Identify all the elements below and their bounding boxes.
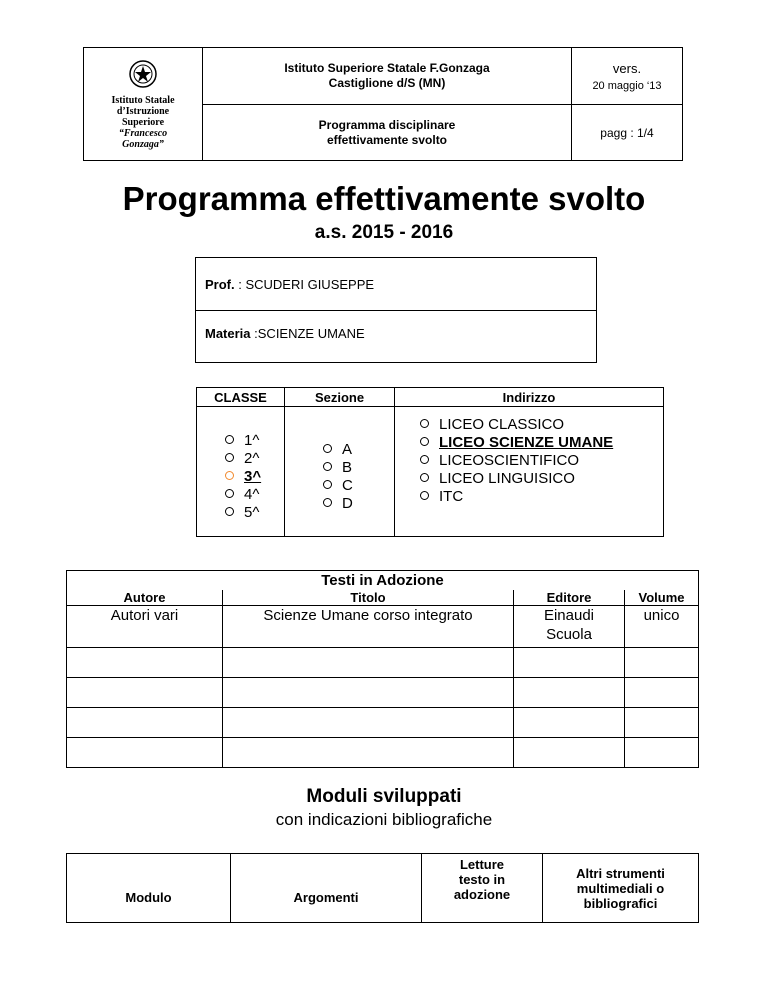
author-cell: Autori vari xyxy=(67,606,223,648)
publisher-cell: Einaudi Scuola xyxy=(514,606,625,648)
section-option[interactable]: A xyxy=(323,441,394,459)
radio-icon xyxy=(323,498,332,507)
module-header: Modulo xyxy=(67,854,231,923)
institute-location: Castiglione d/S (MN) xyxy=(328,76,446,91)
curriculum-option[interactable]: LICEO CLASSICO xyxy=(420,416,663,434)
header-table xyxy=(83,47,683,161)
box-divider xyxy=(196,310,596,311)
subject-label: Materia xyxy=(205,326,251,341)
curriculum-options xyxy=(395,407,663,506)
version-cell xyxy=(572,48,683,105)
radio-icon xyxy=(225,453,234,462)
radio-icon xyxy=(420,473,429,482)
curriculum-option-selected[interactable]: LICEO SCIENZE UMANE xyxy=(420,434,663,452)
radio-icon xyxy=(420,455,429,464)
page-number: pagg : 1/4 xyxy=(600,125,654,140)
page-cell xyxy=(572,105,683,161)
class-option-selected[interactable]: 3^ xyxy=(225,468,284,486)
modules-table xyxy=(66,853,699,923)
document-type-cell xyxy=(203,105,572,161)
school-year: a.s. 2015 - 2016 xyxy=(314,222,454,243)
subject-name: :SCIENZE UMANE xyxy=(250,326,365,341)
readings-header: Letture testo in adozione xyxy=(422,854,543,923)
volume-header: Volume xyxy=(625,590,699,606)
radio-selected-icon xyxy=(225,471,234,480)
section-header: Sezione xyxy=(285,388,395,407)
section-options xyxy=(285,407,394,513)
section-option[interactable]: B xyxy=(323,459,394,477)
textbooks-caption: Testi in Adozione xyxy=(67,571,699,591)
table-row xyxy=(67,738,699,768)
teacher-subject-box xyxy=(195,257,597,363)
logo-cell xyxy=(84,48,203,161)
radio-icon xyxy=(225,507,234,516)
publisher-header: Editore xyxy=(514,590,625,606)
institute-logo-text: Istituto Statale d’Istruzione Superiore “Francesco Gonzaga” xyxy=(111,94,175,150)
volume-cell: unico xyxy=(625,606,699,648)
teacher-name: : SCUDERI GIUSEPPE xyxy=(234,277,375,292)
radio-icon xyxy=(225,435,234,444)
modules-subtitle: con indicazioni bibliografiche xyxy=(275,810,493,829)
curriculum-option[interactable]: ITC xyxy=(420,488,663,506)
section-option[interactable]: C xyxy=(323,477,394,495)
section-options-cell xyxy=(285,407,395,537)
table-row xyxy=(67,606,699,648)
curriculum-option[interactable]: LICEO LINGUISICO xyxy=(420,470,663,488)
page-title: Programma effettivamente svolto xyxy=(122,180,646,217)
institute-name-cell xyxy=(203,48,572,105)
version-date: 20 maggio ‘13 xyxy=(592,79,662,92)
class-option[interactable]: 2^ xyxy=(225,450,284,468)
radio-icon xyxy=(420,491,429,500)
class-option[interactable]: 5^ xyxy=(225,504,284,522)
title-cell: Scienze Umane corso integrato xyxy=(223,606,514,648)
teacher-label: Prof. xyxy=(205,277,235,292)
institute-name: Istituto Superiore Statale F.Gonzaga xyxy=(284,61,490,76)
table-row xyxy=(67,648,699,678)
table-row xyxy=(67,708,699,738)
table-row xyxy=(67,678,699,708)
class-table xyxy=(196,387,664,537)
class-options-cell xyxy=(197,407,285,537)
other-tools-header: Altri strumenti multimediali o bibliografici xyxy=(543,854,699,923)
document-type-line1: Programma disciplinare xyxy=(318,117,456,132)
radio-icon xyxy=(323,444,332,453)
curriculum-options-cell xyxy=(395,407,664,537)
class-header: CLASSE xyxy=(197,388,285,407)
document-type-line2: effettivamente svolto xyxy=(326,132,448,147)
author-header: Autore xyxy=(67,590,223,606)
title-header: Titolo xyxy=(223,590,514,606)
modules-title: Moduli sviluppati xyxy=(306,786,462,807)
curriculum-option[interactable]: LICEOSCIENTIFICO xyxy=(420,452,663,470)
class-option[interactable]: 4^ xyxy=(225,486,284,504)
topics-header: Argomenti xyxy=(231,854,422,923)
radio-icon xyxy=(420,437,429,446)
curriculum-header: Indirizzo xyxy=(395,388,664,407)
teacher-line xyxy=(205,277,374,292)
radio-icon xyxy=(323,462,332,471)
emblem-seal-icon xyxy=(128,59,158,89)
class-option[interactable]: 1^ xyxy=(225,432,284,450)
textbooks-table xyxy=(66,570,699,768)
version-label: vers. xyxy=(612,60,642,76)
section-option[interactable]: D xyxy=(323,495,394,513)
radio-icon xyxy=(420,419,429,428)
radio-icon xyxy=(225,489,234,498)
class-options xyxy=(197,407,284,522)
radio-icon xyxy=(323,480,332,489)
subject-line xyxy=(205,326,365,341)
